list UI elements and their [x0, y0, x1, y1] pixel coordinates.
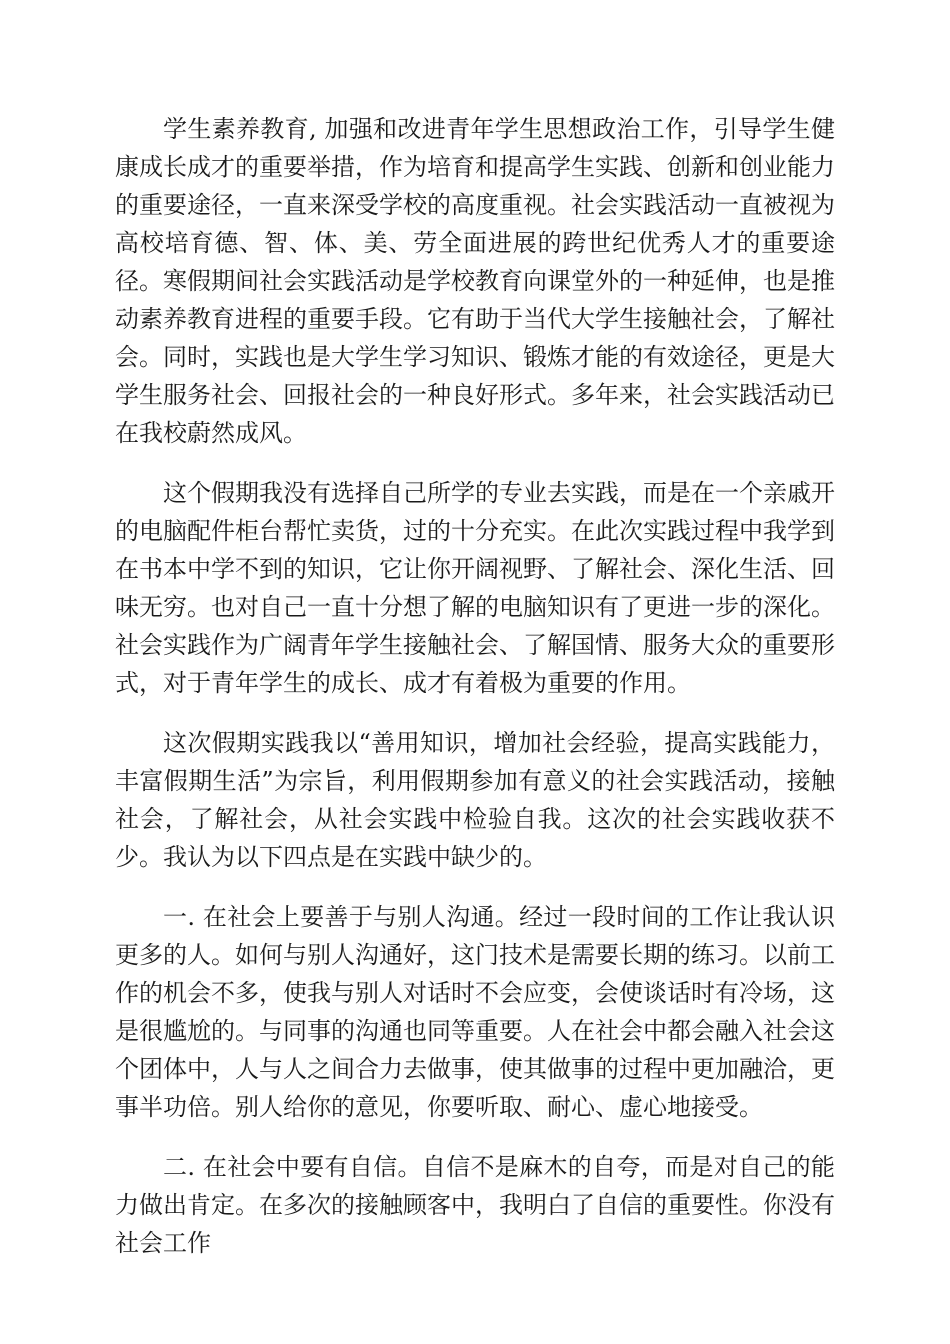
- paragraph-2: 这个假期我没有选择自己所学的专业去实践，而是在一个亲戚开的电脑配件柜台帮忙卖货，过的十分充实。在此次实践过程中我学到在书本中学不到的知识，它让你开阔视野、了解社会、深化生活、回味无穷。也对自己一直十分想了解的电脑知识有了更进一步的深化。社会实践作为广阔青年学生接触社会、了解国情、服务大众的重要形式，对于青年学生的成长、成才有着极为重要的作用。: [115, 479, 835, 697]
- paragraph-1: 学生素养教育, 加强和改进青年学生思想政治工作，引导学生健康成长成才的重要举措，作为培育和提高学生实践、创新和创业能力的重要途径，一直来深受学校的高度重视。社会实践活动一直被视为高校培育德、智、体、美、劳全面进展的跨世纪优秀人才的重要途径。寒假期间社会实践活动是学校教育向课堂外的一种延伸，也是推动素养教育进程的重要手段。它有助于当代大学生接触社会，了解社会。同时，实践也是大学生学习知识、锻炼才能的有效途径，更是大学生服务社会、回报社会的一种良好形式。多年来，社会实践活动已在我校蔚然成风。: [115, 115, 835, 447]
- paragraph-3: 这次假期实践我以“善用知识，增加社会经验，提高实践能力，丰富假期生活”为宗旨，利用假期参加有意义的社会实践活动，接触社会，了解社会，从社会实践中检验自我。这次的社会实践收获不少。我认为以下四点是在实践中缺少的。: [115, 729, 835, 871]
- paragraph-4: 一. 在社会上要善于与别人沟通。经过一段时间的工作让我认识更多的人。如何与别人沟通好，这门技术是需要长期的练习。以前工作的机会不多，使我与别人对话时不会应变，会使谈话时有冷场，这是很尴尬的。与同事的沟通也同等重要。人在社会中都会融入社会这个团体中，人与人之间合力去做事，使其做事的过程中更加融洽，更事半功倍。别人给你的意见，你要听取、耐心、虚心地接受。: [115, 903, 835, 1121]
- paragraph-5: 二. 在社会中要有自信。自信不是麻木的自夸，而是对自己的能力做出肯定。在多次的接触顾客中，我明白了自信的重要性。你没有社会工作: [115, 1153, 835, 1257]
- document-body: [115, 110, 835, 1284]
